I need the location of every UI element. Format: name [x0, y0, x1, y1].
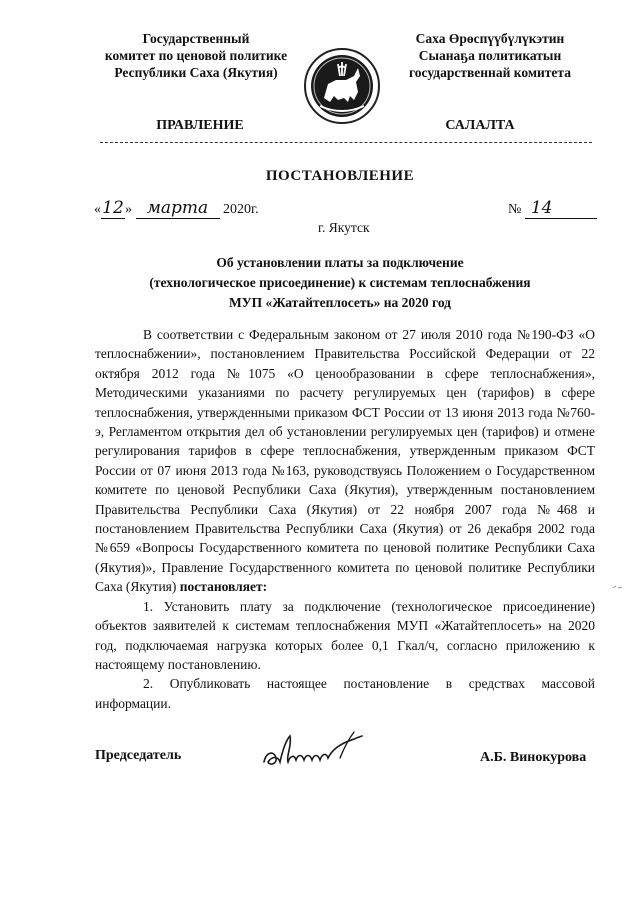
preamble-paragraph — [95, 325, 595, 597]
board-label-ru: ПРАВЛЕНИЕ — [156, 118, 244, 133]
resolution-item-2: 2. Опубликовать настоящее постановление в средствах массовой информации. — [95, 676, 595, 711]
signatory-title: Председатель — [95, 748, 182, 763]
date-open-quote: « — [94, 202, 101, 217]
header-org-left-line: Государственный — [142, 31, 250, 46]
date-month: марта — [136, 198, 220, 219]
subject-line: Об установлении платы за подключение — [216, 255, 464, 270]
board-label-sakha: САЛАЛТА — [445, 118, 515, 133]
header-org-right-line: Сыанаҕа политикатын — [418, 48, 562, 63]
handwritten-signature — [256, 722, 376, 778]
date-year: 2020г. — [223, 202, 259, 217]
resolves-word: постановляет: — [179, 579, 268, 595]
header-org-left-line: комитет по ценовой политике — [104, 48, 288, 63]
document-type-title: ПОСТАНОВЛЕНИЕ — [265, 168, 415, 184]
date-day: 12 — [102, 198, 124, 218]
document-date — [94, 198, 259, 219]
header-org-left-line: Республики Саха (Якутия) — [114, 65, 278, 80]
document-body — [95, 325, 595, 713]
document-number — [508, 198, 597, 219]
header-org-right-line: государственнай комитета — [409, 65, 571, 80]
subject-line: МУП «Жатайтеплосеть» на 2020 год — [228, 295, 452, 310]
date-close-quote: » — [125, 202, 132, 217]
number-value: 14 — [525, 198, 597, 219]
document-subject — [120, 253, 560, 313]
resolution-item-1: 1. Установить плату за подключение (технологическое присоединение) объектов заявителей к системам теплоснабжения МУП «Жатайтеплосеть» на 2020 год, подключаемая нагрузка которых более 0,1 Гкал/ч, согласно приложению к настоящему постановлению. — [95, 598, 595, 672]
header-org-left — [86, 30, 306, 81]
header-divider — [100, 142, 592, 143]
coat-of-arms-emblem — [302, 46, 382, 126]
header-org-right — [390, 30, 590, 81]
number-label: № — [508, 202, 522, 217]
subject-line: (технологическое присоединение) к системам теплоснабжения — [149, 275, 531, 290]
signatory-name: А.Б. Винокурова — [480, 750, 587, 765]
preamble-text: В соответствии с Федеральным законом от 27 июля 2010 года №190-ФЗ «О теплоснабжении», постановлением Правительства Российской Федерации от 22 октября 2012 года №1075 «О ценообразовании в сфере теплоснабжения», Методическими указаниями по расчету регулируемых цен (тарифов) в сфере теплоснабжения, утвержденными приказом ФСТ России от 13 июня 2013 года №760-э, Регламентом открытия дел об установлении регулируемых цен (тарифов) и отмене регулирования тарифов в сфере теплоснабжения, утвержденным приказом ФСТ России от 07 июня 2013 года №163, руководствуясь Положением о Государственном комитете по ценовой Республики Саха (Якутия), утвержденным постановлением Правительства Республики Саха (Якутия) от 22 ноября 2007 года №468 и постановлением Правительства Республики Саха (Якутия) от 26 декабря 2002 года №659 «Вопросы Государственного комитета по ценовой политике Республики Саха (Якутия)», Правление Государственного комитета по ценовой политике Республики Саха (Якутия) — [95, 327, 595, 595]
stray-mark — [612, 584, 624, 590]
header-org-right-line: Саха Өрөспүүбүлүкэтин — [415, 31, 565, 46]
document-city: г. Якутск — [318, 220, 370, 235]
